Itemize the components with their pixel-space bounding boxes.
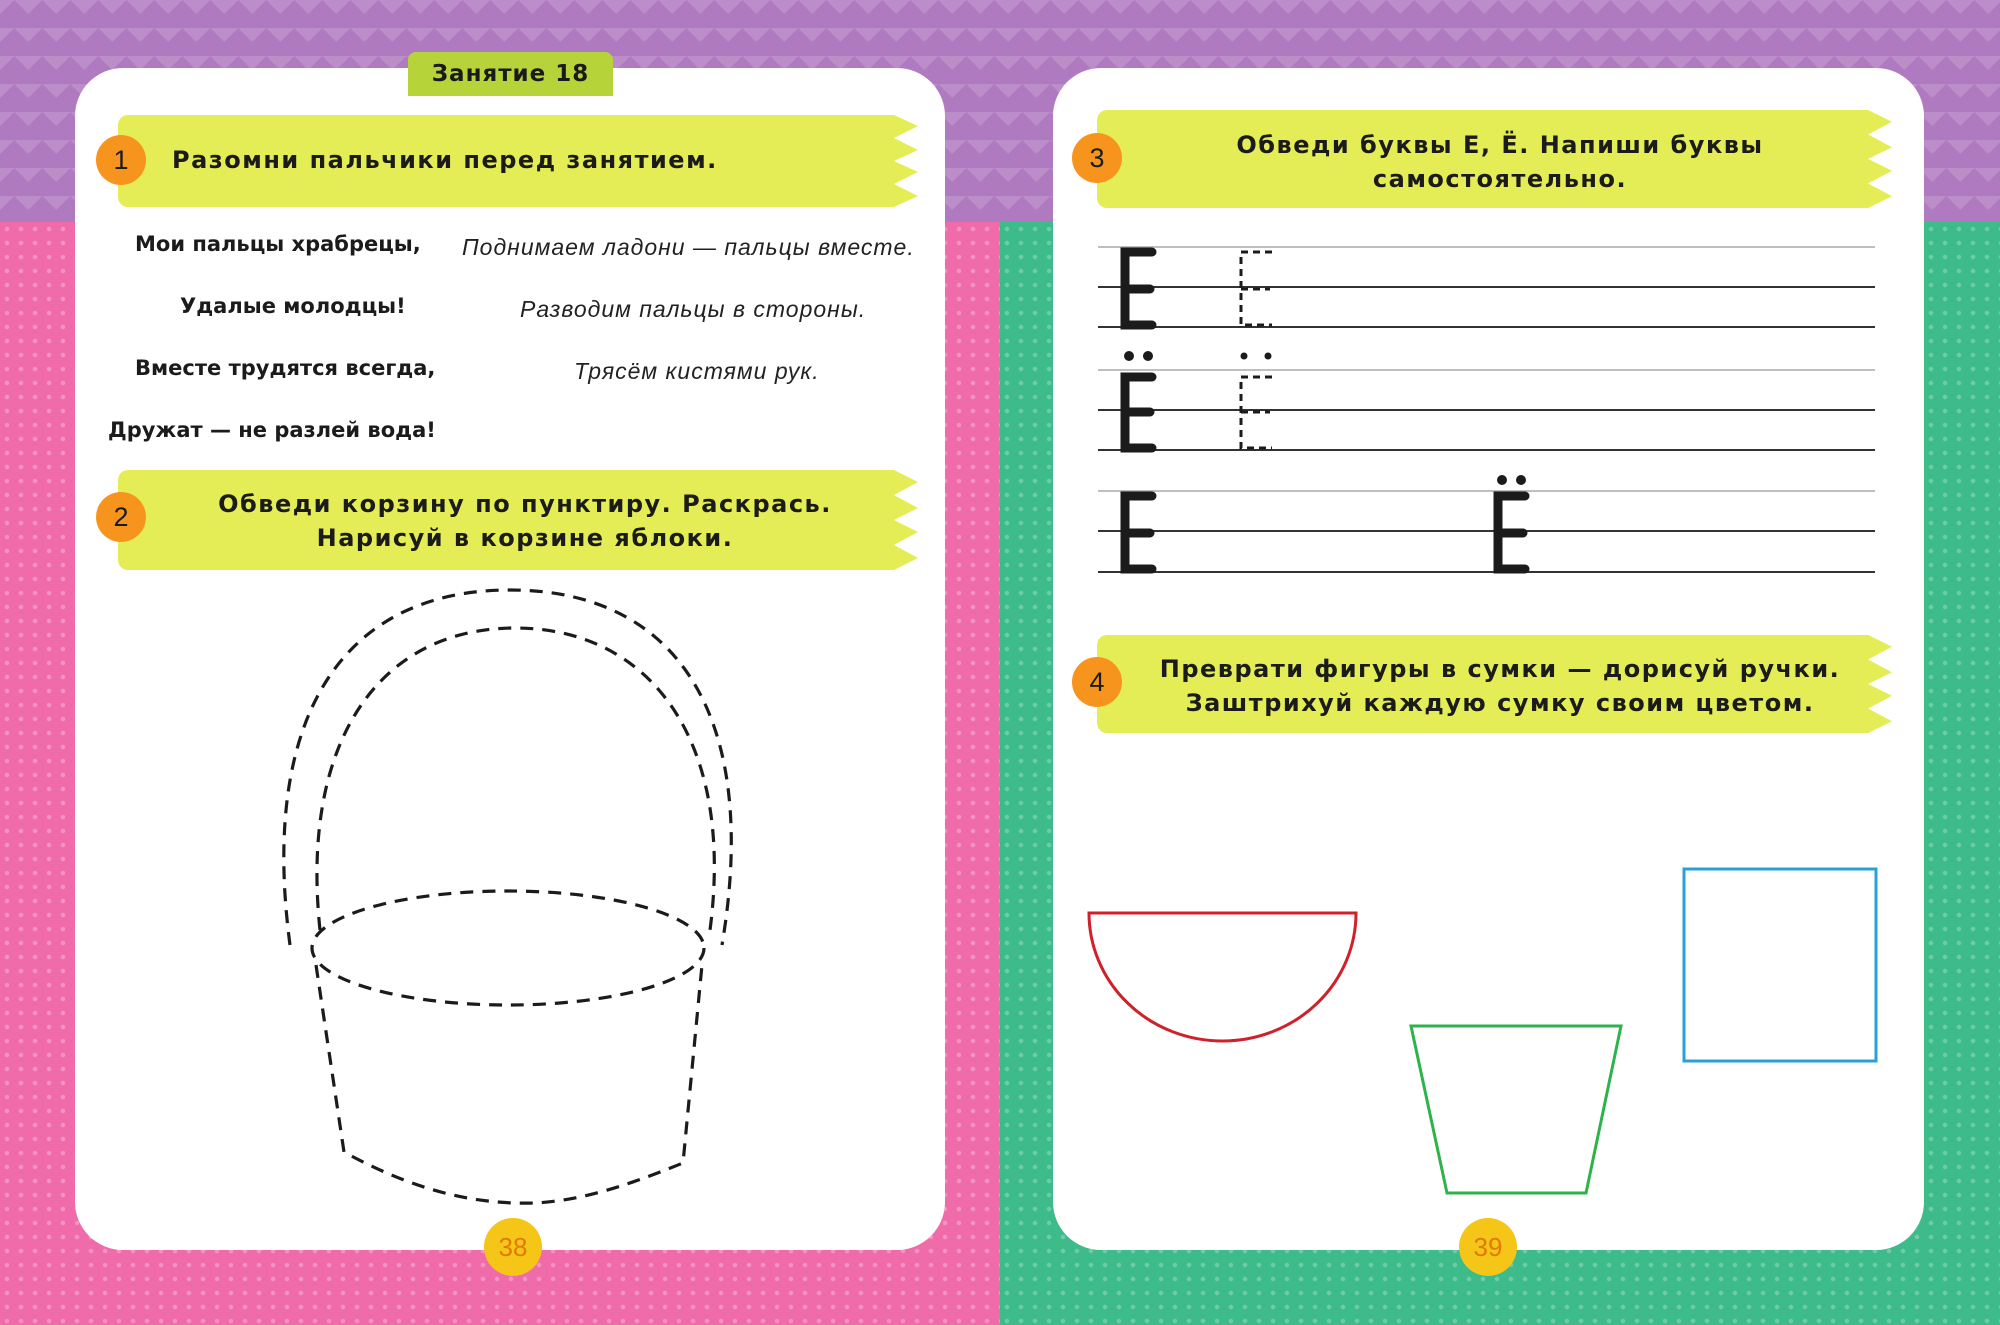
- lesson-tab: Занятие 18: [408, 52, 613, 96]
- task4-title-line2: Заштрихуй каждую сумку своим цветом.: [1185, 689, 1815, 717]
- task1-title: Разомни пальчики перед занятием.: [172, 146, 718, 174]
- task1-number: 1: [96, 135, 146, 185]
- task3-title-line2: самостоятельно.: [1372, 165, 1628, 193]
- task3-number: 3: [1072, 133, 1122, 183]
- trapezoid-shape: [1411, 1026, 1621, 1193]
- task3-title-line1: Обведи буквы Е, Ё. Напиши буквы: [1236, 131, 1764, 159]
- task2-number: 2: [96, 492, 146, 542]
- task4-number: 4: [1072, 657, 1122, 707]
- poem-line-2: Удалые молодцы!: [180, 294, 406, 318]
- task2-title-line2: Нарисуй в корзине яблоки.: [316, 524, 734, 552]
- poem-line-1: Мои пальцы храбрецы,: [135, 232, 421, 256]
- task4-title-line1: Преврати фигуры в сумки — дорисуй ручки.: [1159, 655, 1841, 683]
- poem-line-3: Вместе трудятся всегда,: [135, 356, 436, 380]
- action-line-1: Поднимаем ладони — пальцы вместе.: [462, 234, 915, 260]
- semicircle-shape: [1089, 913, 1356, 1041]
- poem-line-4: Дружат — не разлей вода!: [108, 418, 436, 442]
- action-line-2: Разводим пальцы в стороны.: [520, 296, 867, 322]
- square-shape: [1684, 869, 1876, 1061]
- page-number-left: 38: [484, 1218, 542, 1276]
- task2-title-line1: Обведи корзину по пунктиру. Раскрась.: [218, 490, 832, 518]
- page-number-right: 39: [1459, 1218, 1517, 1276]
- action-line-3: Трясём кистями рук.: [574, 358, 820, 384]
